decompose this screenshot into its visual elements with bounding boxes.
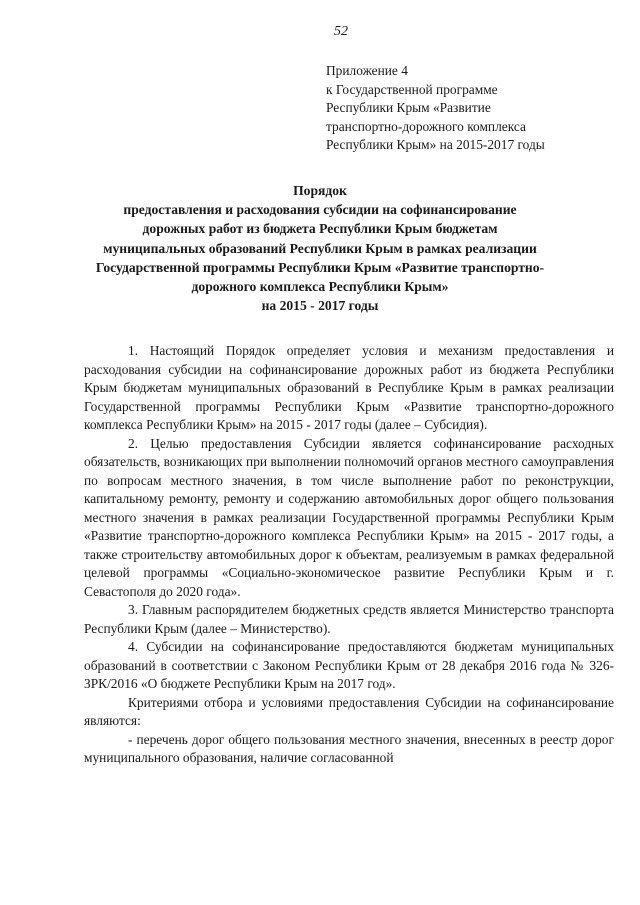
title-line: дорожного комплекса Республики Крым» <box>191 279 449 295</box>
paragraph-4: 4. Субсидии на софинансирование предоставляются бюджетам муниципальных образований в соответствии с Законом Республики Крым от 28 декабря 2016 года № 326-ЗРК/2016 «О бюджете Республики Крым на 2017 год». <box>84 639 614 691</box>
appendix-line: транспортно-дорожного комплекса <box>326 118 526 134</box>
title-line: предоставления и расходования субсидии на софинансирование <box>123 202 517 218</box>
appendix-line: к Государственной программе <box>326 81 498 97</box>
appendix-line: Республики Крым» на 2015-2017 годы <box>326 137 545 153</box>
paragraph-2: 2. Целью предоставления Субсидии является софинансирование расходных обязательств, возникающих при выполнении полномочий органов местного самоуправления по вопросам местного значения, в том числе выполнение работ по реконструкции, капитальному ремонту, ремонту и содержанию автомобильных дорог общего пользования местного значения в рамках реализации Государственной программы Республики Крым «Развитие транспортно-дорожного комплекса Республики Крым» на 2015 - 2017 годы, а также строительству автомобильных дорог к объектам, реализуемым в рамках федеральной целевой программы «Социально-экономическое развитие Республики Крым и г. Севастополя до 2020 года». <box>84 435 614 599</box>
appendix-line: Республики Крым «Развитие <box>326 100 491 116</box>
appendix-line: Приложение 4 <box>326 63 408 78</box>
document-body <box>84 342 614 768</box>
paragraph-1: 1. Настоящий Порядок определяет условия и механизм предоставления и расходования субсидии на софинансирование дорожных работ из бюджета Республики Крым бюджетам муниципальных образований в Республике Крым в рамках реализации Государственной программы Республики Крым «Развитие транспортно-дорожного комплекса Республики Крым» на 2015 - 2017 годы (далее – Субсидия). <box>84 343 614 432</box>
paragraph-criteria: Критериями отбора и условиями предоставления Субсидии на софинансирование являются: <box>84 694 614 728</box>
page-number: 52 <box>334 24 348 39</box>
title-line: дорожных работ из бюджета Республики Крым бюджетам <box>142 221 498 237</box>
title-line: Порядок <box>293 183 347 198</box>
appendix-reference <box>326 62 626 155</box>
title-line: на 2015 - 2017 годы <box>261 298 379 314</box>
title-line: муниципальных образований Республики Крым в рамках реализации <box>103 240 537 256</box>
paragraph-criteria-item: - перечень дорог общего пользования местного значения, внесенных в реестр дорог муниципального образования, наличие согласованной <box>84 731 614 765</box>
document-title <box>40 181 600 315</box>
title-line: Государственной программы Республики Крым «Развитие транспортно- <box>95 259 545 275</box>
paragraph-3: 3. Главным распорядителем бюджетных средств является Министерство транспорта Республики Крым (далее – Министерство). <box>84 602 614 636</box>
